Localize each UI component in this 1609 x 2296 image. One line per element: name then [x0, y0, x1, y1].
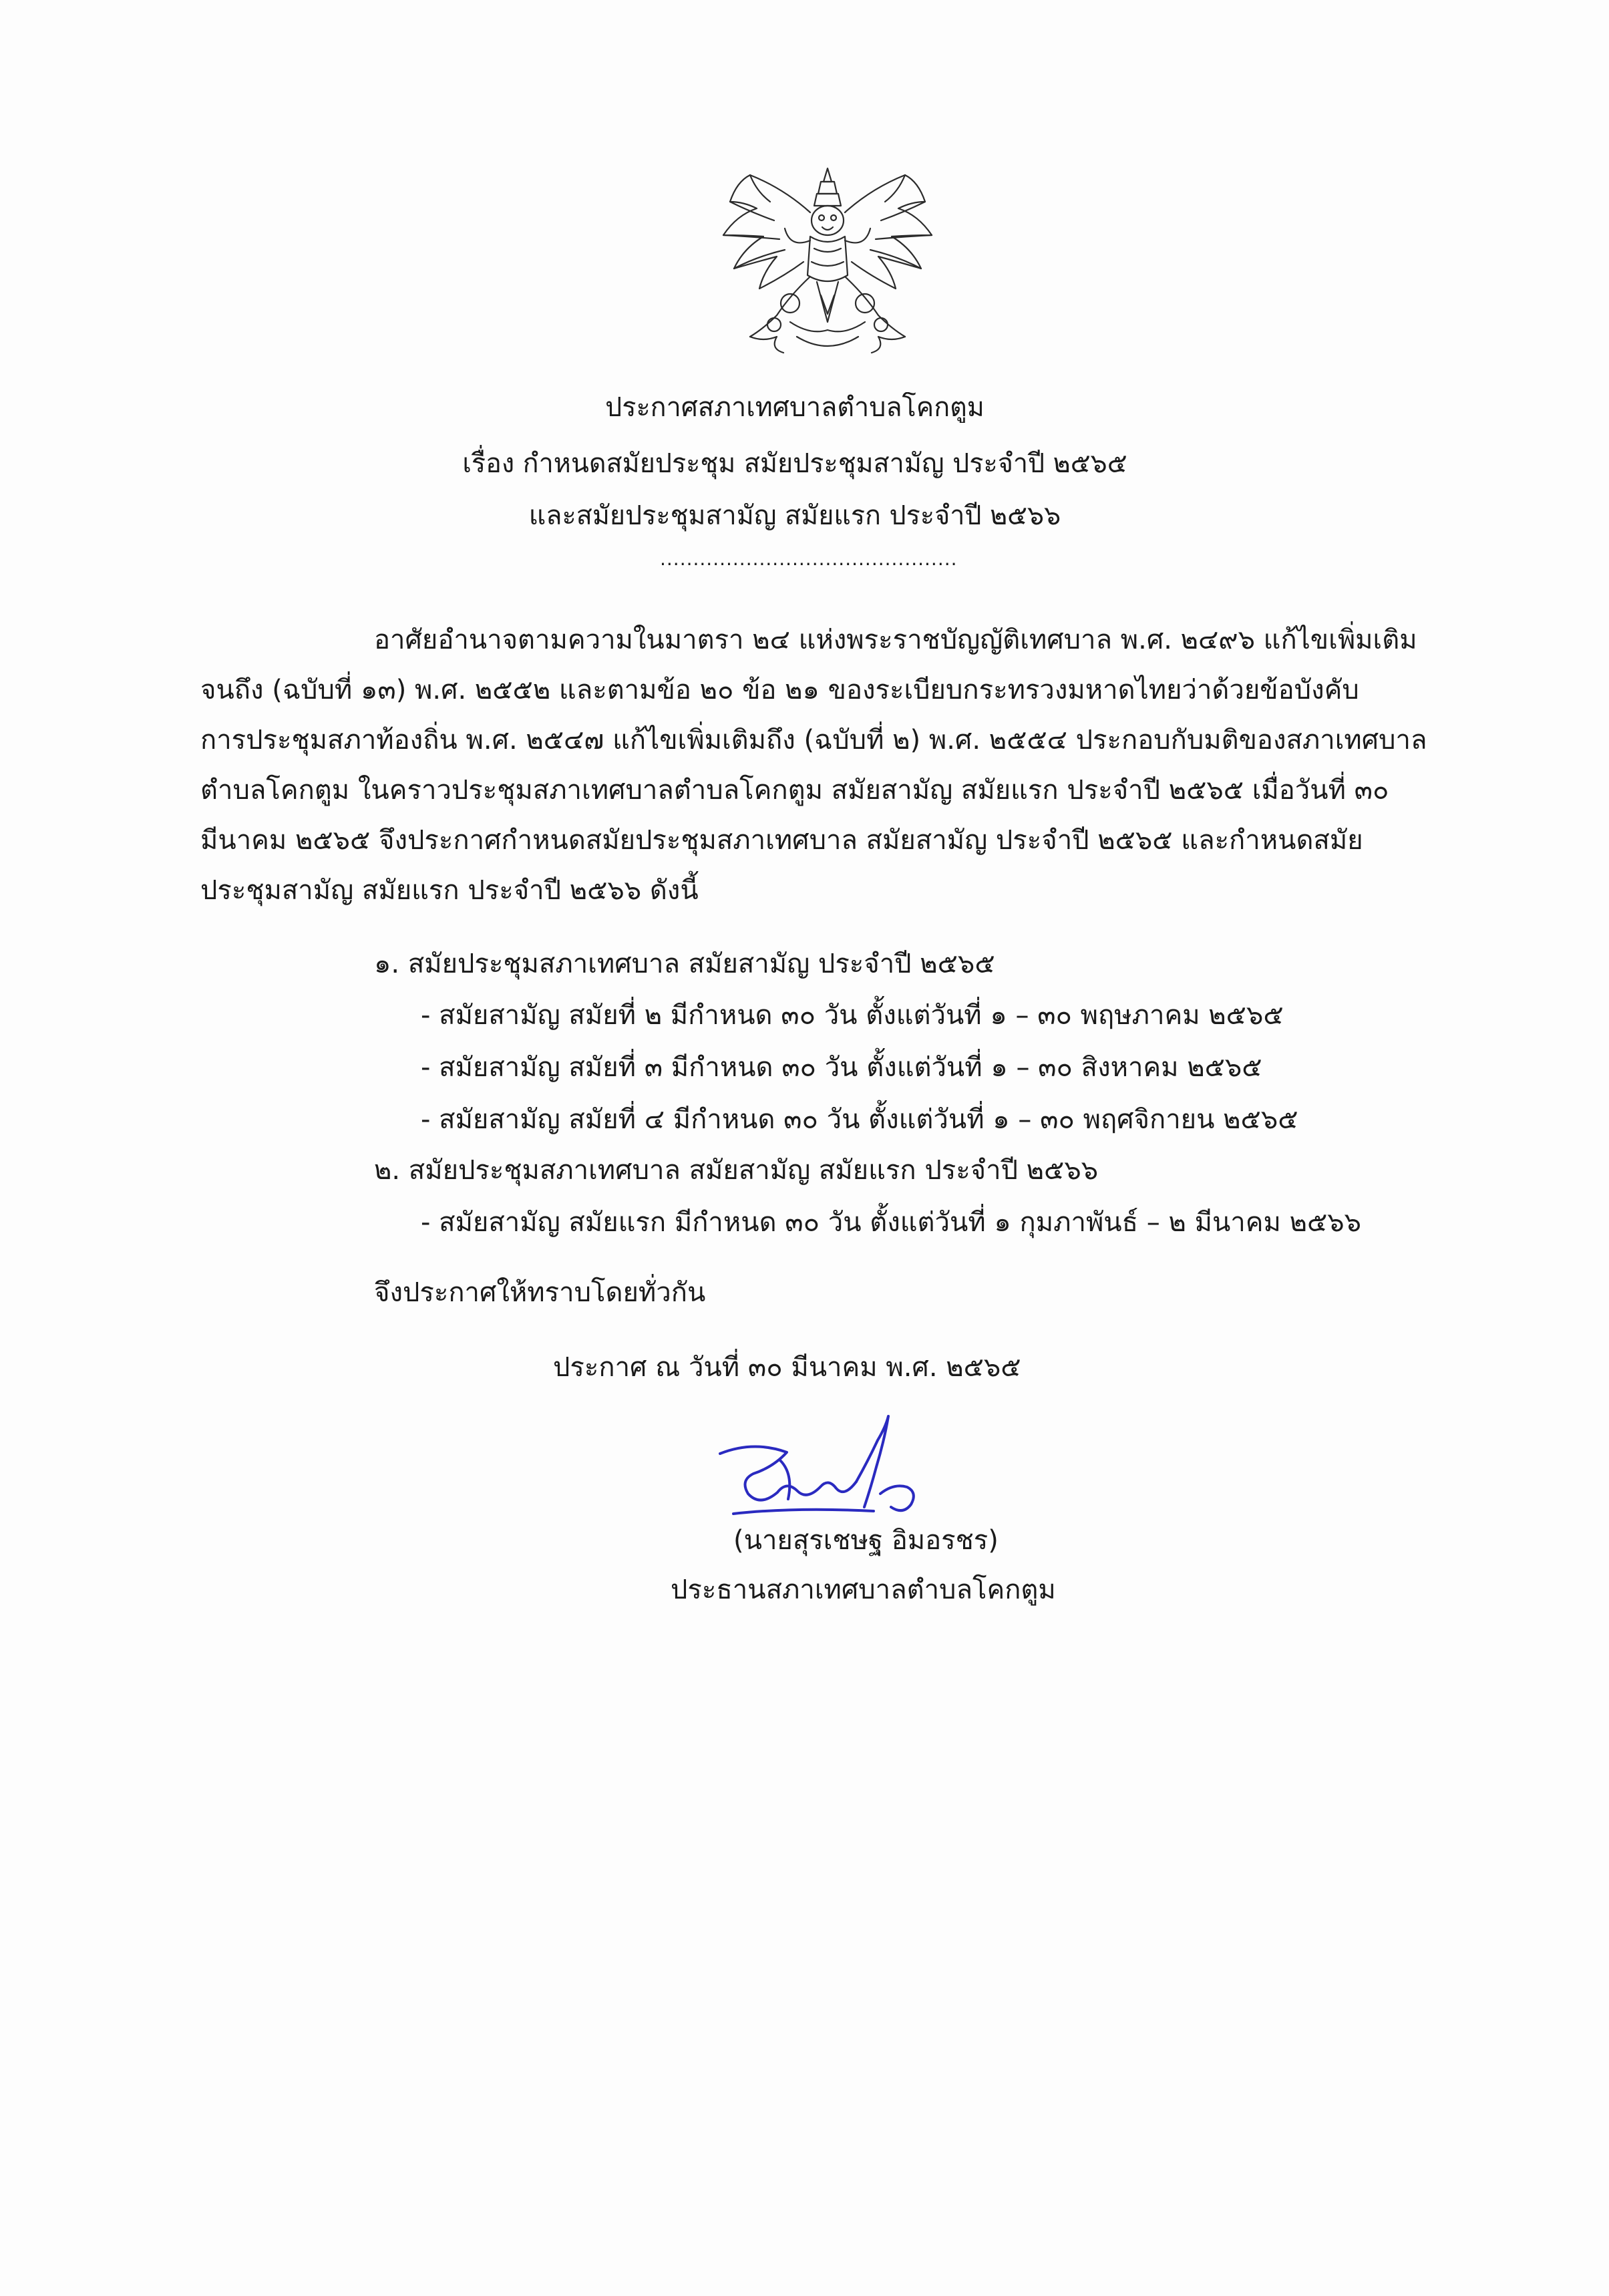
signatory-name: (นายสุรเชษฐ อิมอรชร) [733, 1525, 999, 1556]
announcement-title: ประกาศสภาเทศบาลตำบลโคกตูม [605, 392, 985, 423]
body-line-5: มีนาคม ๒๕๖๕ จึงประกาศกำหนดสมัยประชุมสภาเทศบาล สมัยสามัญ ประจำปี ๒๕๖๕ และกำหนดสมัย [200, 825, 1363, 856]
closing-statement: จึงประกาศให้ทราบโดยทั่วกัน [374, 1277, 706, 1308]
body-line-1: อาศัยอำนาจตามความในมาตรา ๒๔ แห่งพระราชบัญญัติเทศบาล พ.ศ. ๒๔๙๖ แก้ไขเพิ่มเติม [374, 625, 1417, 655]
body-line-6: ประชุมสามัญ สมัยแรก ประจำปี ๒๕๖๖ ดังนี้ [200, 875, 699, 906]
garuda-emblem-icon [710, 162, 945, 361]
subject-line-1: เรื่อง กำหนดสมัยประชุม สมัยประชุมสามัญ ประจำปี ๒๕๖๕ [462, 448, 1127, 479]
announcement-date: ประกาศ ณ วันที่ ๓๐ มีนาคม พ.ศ. ๒๕๖๕ [553, 1352, 1021, 1383]
list-item-1-sub-1: - สมัยสามัญ สมัยที่ ๒ มีกำหนด ๓๐ วัน ตั้งแต่วันที่ ๑ – ๓๐ พฤษภาคม ๒๕๖๕ [421, 1000, 1284, 1031]
signatory-position: ประธานสภาเทศบาลตำบลโคกตูม [671, 1575, 1056, 1605]
body-line-2: จนถึง (ฉบับที่ ๑๓) พ.ศ. ๒๕๕๒ และตามข้อ ๒๐ ข้อ ๒๑ ของระเบียบกระทรวงมหาดไทยว่าด้วยข้อบังคับ [200, 675, 1359, 705]
list-item-1-sub-3: - สมัยสามัญ สมัยที่ ๔ มีกำหนด ๓๐ วัน ตั้งแต่วันที่ ๑ – ๓๐ พฤศจิกายน ๒๕๖๕ [421, 1104, 1298, 1135]
body-line-3: การประชุมสภาท้องถิ่น พ.ศ. ๒๕๔๗ แก้ไขเพิ่มเติมถึง (ฉบับที่ ๒) พ.ศ. ๒๕๕๔ ประกอบกับมติของสภาเทศบาล [200, 725, 1427, 756]
list-item-1-heading: ๑. สมัยประชุมสภาเทศบาล สมัยสามัญ ประจำปี ๒๕๖๕ [374, 949, 995, 979]
list-item-2-sub-1: - สมัยสามัญ สมัยแรก มีกำหนด ๓๐ วัน ตั้งแต่วันที่ ๑ กุมภาพันธ์ – ๒ มีนาคม ๒๕๖๖ [421, 1207, 1362, 1238]
separator-dots: ............................................. [660, 548, 958, 570]
list-item-2-heading: ๒. สมัยประชุมสภาเทศบาล สมัยสามัญ สมัยแรก ประจำปี ๒๕๖๖ [374, 1155, 1099, 1186]
subject-line-2: และสมัยประชุมสามัญ สมัยแรก ประจำปี ๒๕๖๖ [528, 500, 1061, 531]
body-line-4: ตำบลโคกตูม ในคราวประชุมสภาเทศบาลตำบลโคกตูม สมัยสามัญ สมัยแรก ประจำปี ๒๕๖๕ เมื่อวันที่ ๓๐ [200, 775, 1389, 806]
list-item-1-sub-2: - สมัยสามัญ สมัยที่ ๓ มีกำหนด ๓๐ วัน ตั้งแต่วันที่ ๑ – ๓๐ สิงหาคม ๒๕๖๕ [421, 1052, 1262, 1083]
